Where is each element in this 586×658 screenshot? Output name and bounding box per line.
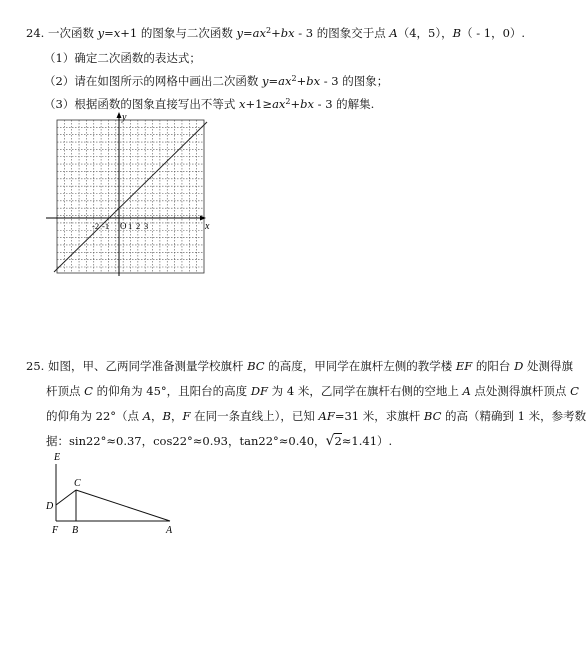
sqrt-radicand: 2 [334, 434, 342, 448]
q24-text: y [97, 26, 105, 40]
q25-text: A [142, 409, 152, 423]
q25-text: C [570, 384, 579, 398]
q24-text: y [236, 26, 244, 40]
q24-part3-text: + [290, 97, 301, 111]
q24-part3-text: ax [272, 97, 286, 111]
q25-line1 [26, 359, 573, 373]
q24-text: - 3 的图象交于点 [294, 26, 390, 40]
q24-part1 [44, 51, 201, 65]
label-f: F [52, 525, 59, 536]
q24-part3-text: - 3 的解集. [314, 97, 375, 111]
q24-part1-text: （1）确定二次函数的表达式； [44, 51, 201, 65]
q24-text: A [389, 26, 398, 40]
q25-line3 [46, 409, 586, 423]
q24-part3-text: （3）根据函数的图象直接写出不等式 [44, 97, 239, 111]
q25-text: AF [318, 409, 335, 423]
q24-part2-text: bx [306, 74, 321, 88]
q25-text: A [462, 384, 471, 398]
q25-text: BC [423, 409, 442, 423]
q24-text: 一次函数 [47, 26, 98, 40]
q25-text: BC [247, 359, 265, 373]
q24-part2-text: （2）请在如图所示的网格中画出二次函数 [44, 74, 262, 88]
q24-text: +1 的图象与二次函数 [120, 26, 237, 40]
q24-part3-text: x [238, 97, 246, 111]
tick-label: 3 [144, 221, 149, 231]
q25-text: 的高（精确到 1 米，参考数 [441, 409, 586, 423]
q25-text: 为 4 米，乙同学在旗杆右侧的空地上 [268, 384, 463, 398]
q24-text: + [271, 26, 281, 40]
x-axis-label: x [205, 221, 210, 232]
label-d: D [46, 501, 54, 512]
q25-text: F [182, 409, 191, 423]
label-b: B [72, 525, 79, 536]
flagpole-geometry-figure [44, 448, 184, 540]
q25-text: B [162, 409, 171, 423]
q25-text: C [84, 384, 93, 398]
q24-part2-text: = [268, 74, 279, 88]
q25-text: EF [455, 359, 473, 373]
q24-number: 24. [26, 26, 45, 40]
label-a: A [166, 525, 173, 536]
q25-text: ， [151, 409, 163, 423]
q25-text: 的仰角为 45°，且阳台的高度 [92, 384, 251, 398]
tick-label: 1 [128, 221, 133, 231]
q24-text: （ - 1，0）. [461, 26, 526, 40]
q24-part2-text: 2 [291, 74, 297, 83]
q25-text: ， [170, 409, 183, 423]
coordinate-grid-graph [40, 110, 220, 280]
q24-text: = [104, 26, 114, 40]
q24-stem [26, 26, 525, 40]
q24-part2 [44, 74, 388, 88]
x-axis-arrow [200, 216, 206, 221]
q24-text: 2 [266, 26, 272, 35]
q24-part3-text: +1≥ [245, 97, 273, 111]
q25-line2 [46, 384, 579, 398]
sqrt-symbol: √ [325, 433, 335, 449]
q25-line4 [46, 434, 392, 448]
origin-label: O [120, 221, 127, 231]
q25-text: 处测得旗 [523, 359, 573, 373]
q24-text: bx [280, 26, 295, 40]
q25-text: ≈1.41）. [341, 434, 393, 448]
q25-text: 的仰角为 22°（点 [46, 409, 143, 423]
q24-text: = [243, 26, 253, 40]
q24-part2-text: + [296, 74, 307, 88]
q25-text: 点处测得旗杆顶点 [470, 384, 571, 398]
q24-text: ax [252, 26, 266, 40]
q24-part2-text: ax [278, 74, 292, 88]
q25-text: 的阳台 [472, 359, 515, 373]
q24-part3 [44, 97, 374, 111]
q25-text: 在同一条直线上），已知 [190, 409, 319, 423]
q24-text: x [113, 26, 121, 40]
q24-part2-text: - 3 的图象； [320, 74, 389, 88]
q24-part3-text: 2 [285, 97, 291, 106]
q25-number: 25. [26, 359, 45, 373]
q24-text: （4，5）， [397, 26, 453, 40]
label-c: C [74, 478, 81, 489]
q25-text: D [514, 359, 524, 373]
q25-text: 如图，甲、乙两同学准备测量学校旗杆 [47, 359, 248, 373]
y-axis-label: y [122, 112, 127, 123]
label-e: E [54, 452, 61, 463]
q24-text: B [452, 26, 462, 40]
tick-label: 2 [136, 221, 141, 231]
tick-label: -1 [102, 221, 110, 231]
q25-text: 的高度，甲同学在旗杆左侧的教学楼 [264, 359, 456, 373]
q24-part2-text: y [261, 74, 269, 88]
y-axis-arrow [117, 112, 122, 118]
q25-text: 据：sin22°≈0.37，cos22°≈0.93，tan22°≈0.40， [46, 434, 326, 448]
sightline-dc [56, 490, 76, 505]
q24-part3-text: bx [300, 97, 315, 111]
q25-text: DF [250, 384, 269, 398]
tick-label: -2 [92, 221, 100, 231]
q25-text: =31 米，求旗杆 [334, 409, 424, 423]
q25-text: 杆顶点 [46, 384, 85, 398]
sightline-ca [76, 490, 170, 521]
